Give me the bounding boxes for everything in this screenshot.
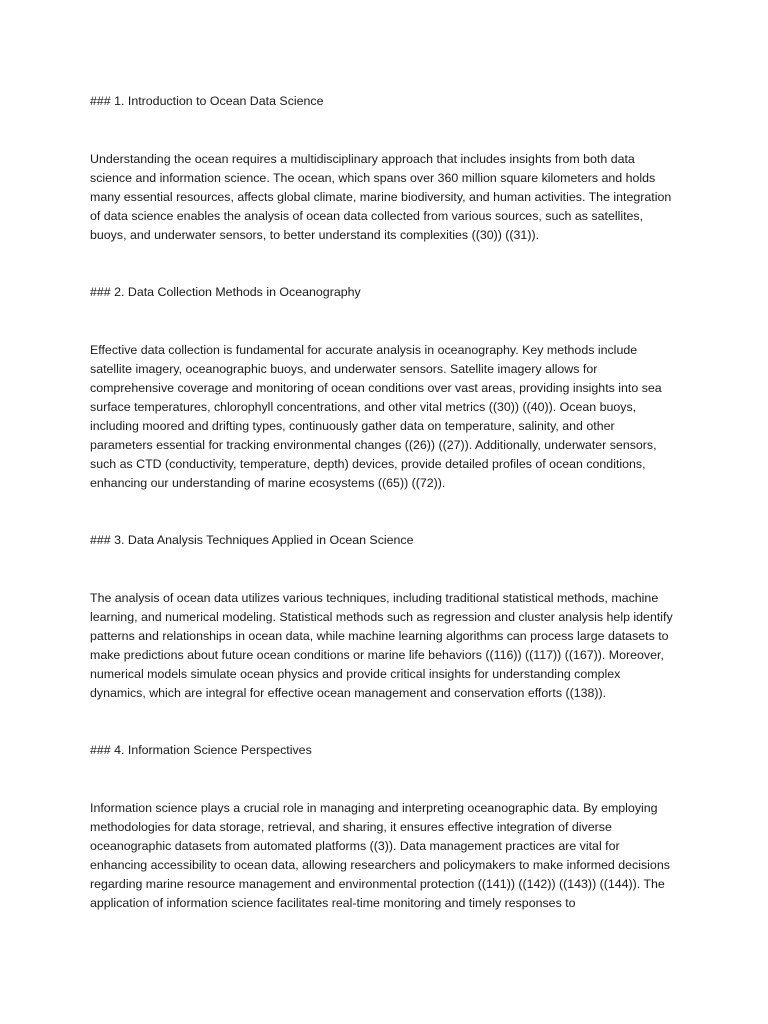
section-heading-2: ### 2. Data Collection Methods in Oceanography: [90, 285, 361, 299]
spacer: [90, 302, 676, 341]
section-heading-3: ### 3. Data Analysis Techniques Applied in Ocean Science: [90, 533, 414, 547]
spacer: [90, 493, 676, 531]
section-body-3: The analysis of ocean data utilizes various techniques, including traditional statistical methods, machine learning, and numerical modeling. Statistical methods such as regression and cluster analysis help identify patterns and relationships in ocean data, while machine learning algorithms can process large datasets to make predictions about future ocean conditions or marine life behaviors ((116)) ((117)) ((167)). Moreover, numerical models simulate ocean physics and provide critical insights for understanding complex dynamics, which are integral for effective ocean management and conservation efforts ((138)).: [90, 591, 673, 700]
spacer: [90, 760, 676, 799]
section-body-4: Information science plays a crucial role in managing and interpreting oceanographic data. By employing methodologies for data storage, retrieval, and sharing, it ensures effective integration of diverse oceanographic datasets from automated platforms ((3)). Data management practices are vital for enhancing accessibility to ocean data, allowing researchers and policymakers to make informed decisions regarding marine resource management and environmental protection ((141)) ((142)) ((143)) ((144)). The application of information science facilitates real-time monitoring and timely responses to: [90, 801, 670, 910]
section-heading-1: ### 1. Introduction to Ocean Data Science: [90, 94, 324, 108]
section-body-1: Understanding the ocean requires a multidisciplinary approach that includes insights from both data science and information science. The ocean, which spans over 360 million square kilometers and holds many essential resources, affects global climate, marine biodiversity, and human activities. The integration of data science enables the analysis of ocean data collected from various sources, such as satellites, buoys, and underwater sensors, to better understand its complexities ((30)) ((31)).: [90, 152, 672, 242]
section-heading-4: ### 4. Information Science Perspectives: [90, 743, 312, 757]
document-content: [90, 92, 676, 913]
spacer: [90, 550, 676, 589]
spacer: [90, 111, 676, 150]
spacer: [90, 245, 676, 283]
section-body-2: Effective data collection is fundamental for accurate analysis in oceanography. Key methods include satellite imagery, oceanographic buoys, and underwater sensors. Satellite imagery allows for comprehensive coverage and monitoring of ocean conditions over vast areas, providing insights into sea surface temperatures, chlorophyll concentrations, and other vital metrics ((30)) ((40)). Ocean buoys, including moored and drifting types, continuously gather data on temperature, salinity, and other parameters essential for tracking environmental changes ((26)) ((27)). Additionally, underwater sensors, such as CTD (conductivity, temperature, depth) devices, provide detailed profiles of ocean conditions, enhancing our understanding of marine ecosystems ((65)) ((72)).: [90, 343, 662, 490]
spacer: [90, 703, 676, 741]
